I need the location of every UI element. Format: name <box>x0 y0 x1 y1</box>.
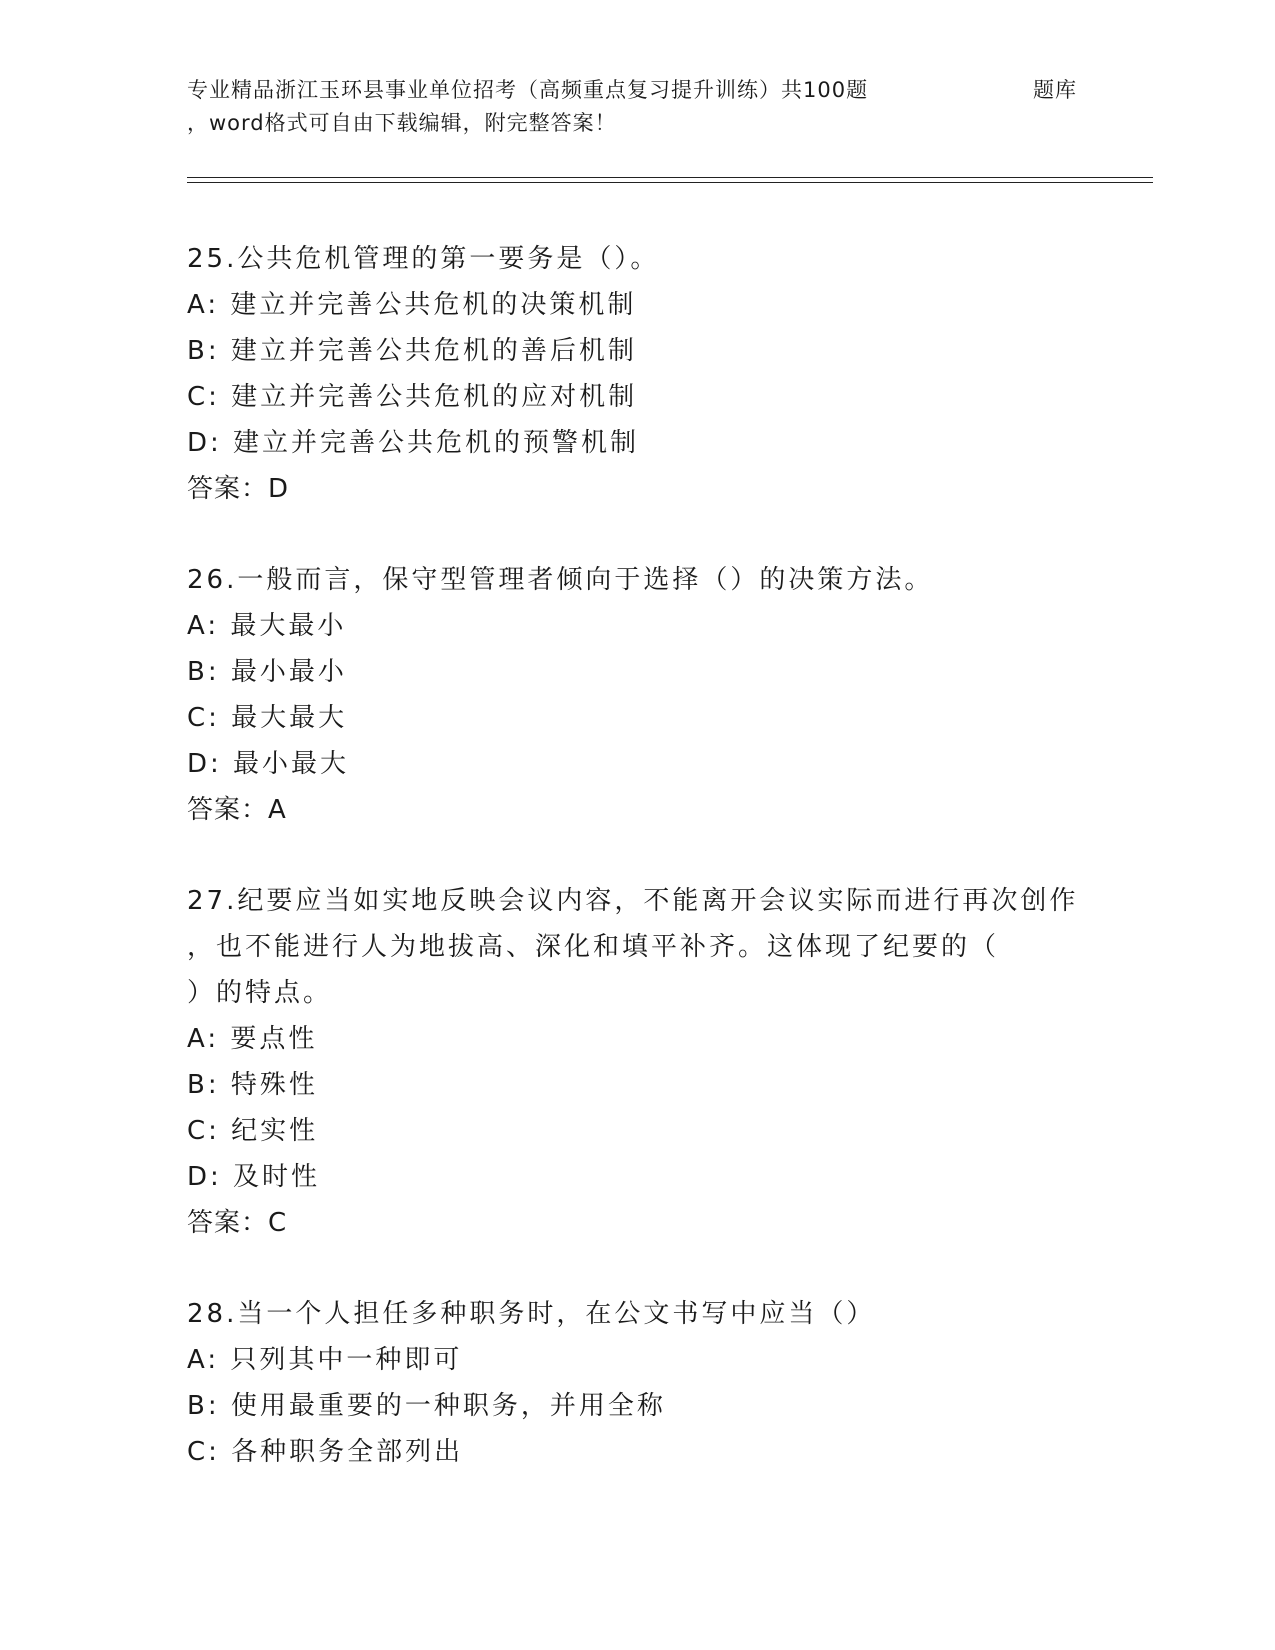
option-b: B: 最小最小 <box>187 657 347 687</box>
option-a: A: 最大最小 <box>187 611 347 641</box>
question-28 <box>187 1291 1167 1475</box>
header-tag: 题库 <box>1033 78 1077 102</box>
option-c: C: 建立并完善公共危机的应对机制 <box>187 382 638 412</box>
question-stem: 26.一般而言，保守型管理者倾向于选择（）的决策方法。 <box>187 565 934 595</box>
header-title: 专业精品浙江玉环县事业单位招考（高频重点复习提升训练）共100题 <box>187 78 869 102</box>
option-c: C: 纪实性 <box>187 1116 319 1146</box>
question-25 <box>187 236 1167 512</box>
question-stem: 25.公共危机管理的第一要务是（）。 <box>187 244 660 274</box>
answer: 答案：D <box>187 474 290 504</box>
header-subtitle: ，word格式可自由下载编辑，附完整答案！ <box>187 111 617 135</box>
question-list <box>187 236 1167 1520</box>
option-c: C: 各种职务全部列出 <box>187 1437 464 1467</box>
answer: 答案：A <box>187 795 287 825</box>
header-title-row <box>187 74 1087 107</box>
option-a: A: 只列其中一种即可 <box>187 1345 463 1375</box>
option-c: C: 最大最大 <box>187 703 348 733</box>
answer: 答案：C <box>187 1208 288 1238</box>
question-26 <box>187 557 1167 833</box>
header-divider-bottom <box>187 182 1153 183</box>
option-a: A: 建立并完善公共危机的决策机制 <box>187 290 637 320</box>
option-a: A: 要点性 <box>187 1024 318 1054</box>
header-divider-top <box>187 177 1153 178</box>
option-d: D: 最小最大 <box>187 749 350 779</box>
option-b: B: 建立并完善公共危机的善后机制 <box>187 336 637 366</box>
question-stem: 28.当一个人担任多种职务时，在公文书写中应当（） <box>187 1299 876 1329</box>
option-b: B: 特殊性 <box>187 1070 318 1100</box>
option-d: D: 建立并完善公共危机的预警机制 <box>187 428 640 458</box>
option-d: D: 及时性 <box>187 1162 321 1192</box>
option-b: B: 使用最重要的一种职务，并用全称 <box>187 1391 666 1421</box>
question-27 <box>187 878 1167 1246</box>
page-header <box>187 74 1087 140</box>
question-stem: 27.纪要应当如实地反映会议内容，不能离开会议实际而进行再次创作 ，也不能进行人为地拔高、深化和填平补齐。这体现了纪要的（ ）的特点。 <box>187 886 1079 1008</box>
